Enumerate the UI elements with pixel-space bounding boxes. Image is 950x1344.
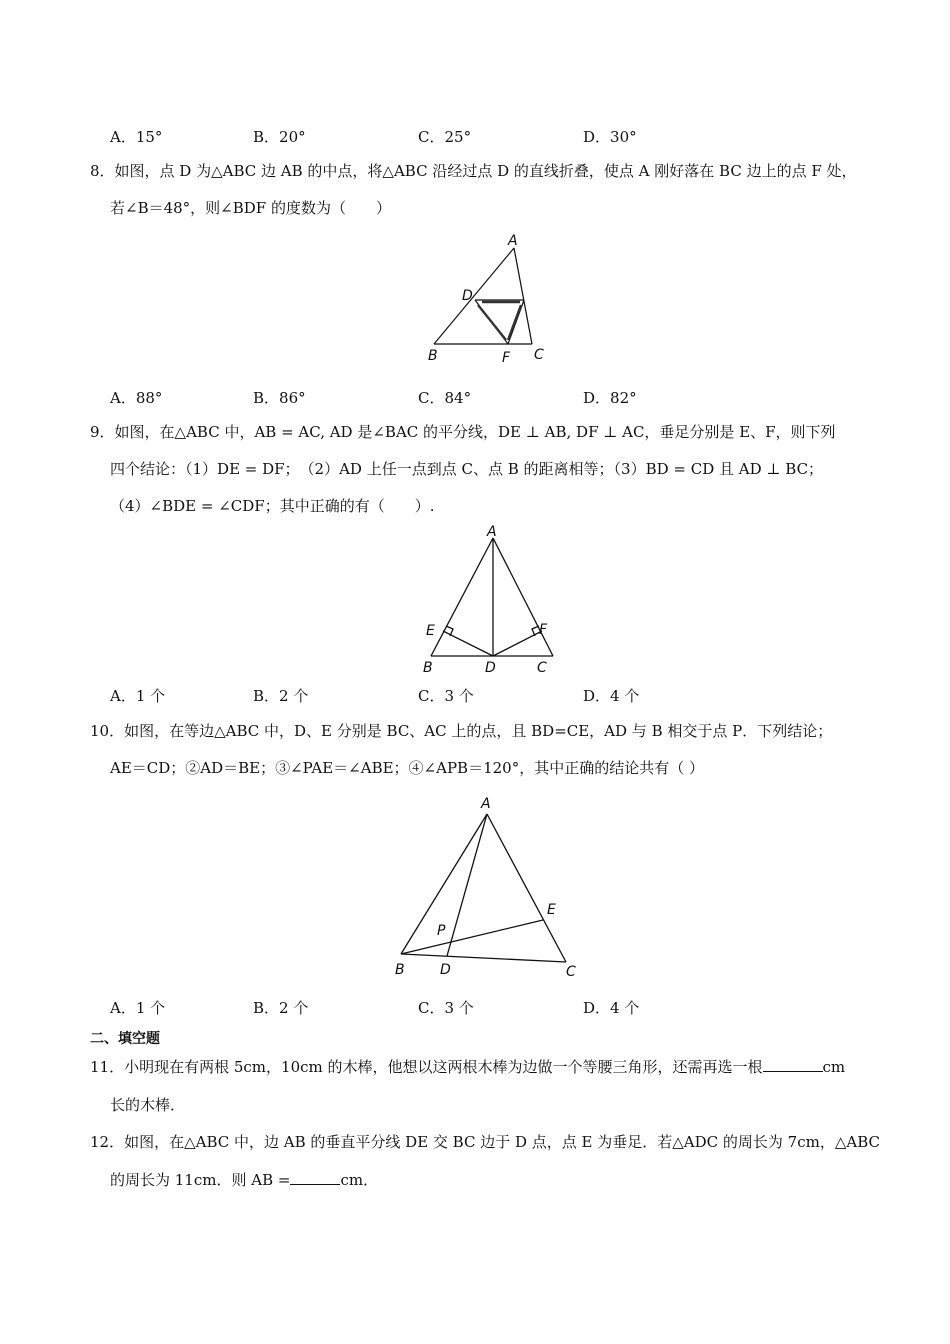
q8-figure xyxy=(420,230,560,370)
q10-option-c: C．3 个 xyxy=(418,999,474,1017)
q11-text: 11．小明现在有两根 5cm，10cm 的木棒，他想以这两根木棒为边做一个等腰三角形，还需再选一根 xyxy=(90,1058,763,1076)
q11-line-1 xyxy=(90,1060,845,1075)
q10-option-a: A．1 个 xyxy=(110,999,166,1017)
q9-label-d: D xyxy=(485,660,496,676)
q9-label-a: A xyxy=(487,524,497,540)
q12-answer-blank[interactable] xyxy=(290,1184,340,1185)
q12-unit: cm． xyxy=(340,1171,379,1189)
q8-option-a: A．88° xyxy=(110,389,163,407)
q8-label-a: A xyxy=(508,233,518,249)
q9-option-d: D．4 个 xyxy=(583,687,640,705)
q12-line-1: 12．如图，在△ABC 中，边 AB 的垂直平分线 DE 交 BC 边于 D 点，点 E 为垂足．若△ADC 的周长为 7cm，△ABC xyxy=(90,1133,880,1151)
q10-line-1: 10．如图，在等边△ABC 中，D、E 分别是 BC、AC 上的点，且 BD=CE，AD 与 B 相交于点 P．下列结论； xyxy=(90,722,833,740)
q10-label-c: C xyxy=(566,964,576,980)
q9-figure xyxy=(415,520,565,680)
q10-label-b: B xyxy=(395,962,405,978)
q10-option-d: D．4 个 xyxy=(583,999,640,1017)
q12-text: 的周长为 11cm．则 AB = xyxy=(110,1171,291,1189)
q9-label-f: F xyxy=(539,622,548,638)
q7-option-a: A．15° xyxy=(110,128,163,146)
q8-option-d: D．82° xyxy=(583,389,637,407)
q10-option-b: B．2 个 xyxy=(253,999,309,1017)
q9-option-c: C．3 个 xyxy=(418,687,474,705)
q8-label-d: D xyxy=(462,288,473,304)
q11-line-2: 长的木棒． xyxy=(110,1096,186,1114)
q9-line-3: （4）∠BDE = ∠CDF；其中正确的有（ ）. xyxy=(110,497,435,515)
q9-label-b: B xyxy=(423,660,433,676)
q9-option-b: B．2 个 xyxy=(253,687,309,705)
q10-line-2: AE＝CD；②AD＝BE；③∠PAE＝∠ABE；④∠APB＝120°，其中正确的结论共有（ ） xyxy=(110,759,704,777)
q9-line-1: 9．如图，在△ABC 中，AB = AC, AD 是∠BAC 的平分线，DE ⊥ AB, DF ⊥ AC，垂足分别是 E、F，则下列 xyxy=(90,423,836,441)
q9-label-e: E xyxy=(426,623,435,639)
q10-label-e: E xyxy=(547,902,556,918)
q9-option-a: A．1 个 xyxy=(110,687,166,705)
q7-option-b: B．20° xyxy=(253,128,306,146)
q8-label-b: B xyxy=(428,348,438,364)
q9-label-c: C xyxy=(537,660,547,676)
q8-label-c: C xyxy=(534,347,544,363)
section-title: 二、填空题 xyxy=(90,1031,160,1047)
q7-option-c: C．25° xyxy=(418,128,472,146)
q10-label-a: A xyxy=(481,796,491,812)
q10-label-d: D xyxy=(440,962,451,978)
q8-line-1: 8．如图，点 D 为△ABC 边 AB 的中点，将△ABC 沿经过点 D 的直线折叠，使点 A 刚好落在 BC 边上的点 F 处， xyxy=(90,162,857,180)
q10-figure xyxy=(385,790,595,990)
q8-option-b: B．86° xyxy=(253,389,306,407)
q11-answer-blank[interactable] xyxy=(763,1071,823,1072)
q12-line-2 xyxy=(110,1173,378,1188)
q10-label-p: P xyxy=(437,923,446,939)
q7-option-d: D．30° xyxy=(583,128,637,146)
q8-label-f: F xyxy=(502,350,511,366)
q8-option-c: C．84° xyxy=(418,389,472,407)
q9-line-2: 四个结论：（1）DE = DF； （2）AD 上任一点到点 C、点 B 的距离相等；（3）BD = CD 且 AD ⊥ BC； xyxy=(110,460,824,478)
q8-line-2: 若∠B＝48°，则∠BDF 的度数为（ ） xyxy=(110,199,391,217)
q11-unit: cm xyxy=(822,1058,846,1076)
